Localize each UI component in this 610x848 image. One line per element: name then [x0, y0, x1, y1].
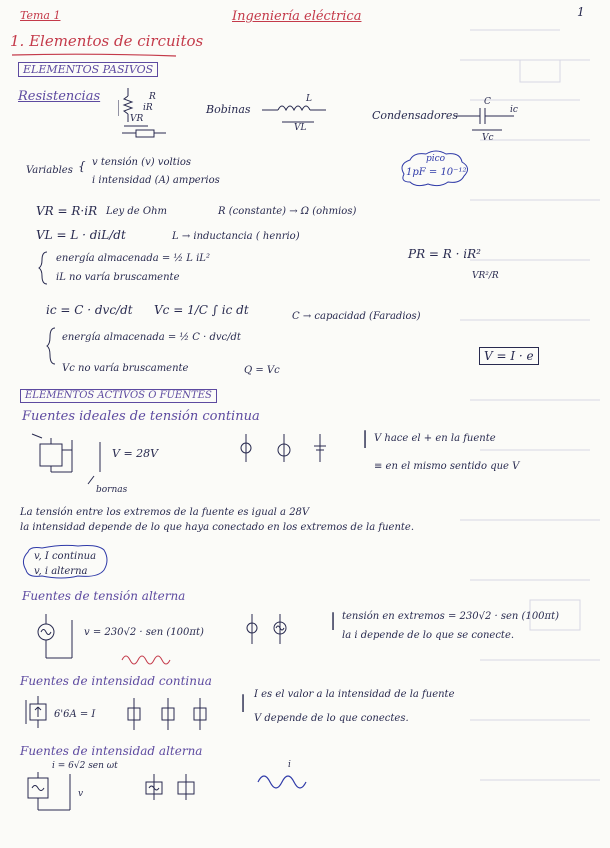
ohm-name: Ley de Ohm [106, 206, 168, 217]
ohm-resistance-note: R (constante) → Ω (ohmios) [218, 206, 357, 217]
ac-label: v, i alterna [34, 566, 88, 577]
dc-current-source-heading: Fuentes de intensidad continua [20, 674, 212, 688]
inductor-voltage-label: VL [294, 123, 307, 133]
ac-current-source-diagram [24, 770, 94, 818]
condensadores-heading: Condensadores [372, 109, 459, 122]
charge-equation: Q = Vc [244, 365, 280, 376]
dc-text-line-2: la intensidad depende de lo que haya conectado en los extremos de la fuente. [20, 522, 414, 533]
power-equation: PR = R · iR² [408, 247, 481, 261]
ac-current-formula: i = 6√2 sen ωt [52, 761, 118, 771]
current-source-symbols [124, 696, 224, 732]
capacitor-energy: energía almacenada = ½ C · dvc/dt [62, 332, 241, 343]
capacitor-current-label: ic [510, 105, 518, 115]
dc-note-2: ≡ en el mismo sentido que V [374, 461, 520, 472]
ac-current-symbols [138, 772, 208, 802]
resistor-voltage-label: VR [130, 114, 144, 124]
ac-current-v-label: v [78, 789, 84, 799]
inductor-energy: energía almacenada = ½ L iL² [56, 253, 210, 264]
ohm-equation: VR = R·iR [36, 204, 98, 218]
section-underline [10, 52, 180, 58]
power-fraction: VR²/R [472, 271, 499, 281]
ac-voltage-source-diagram [32, 612, 102, 668]
capacitor-note: Vc no varía bruscamente [62, 363, 189, 374]
inductor-note: iL no varía bruscamente [56, 272, 180, 283]
page-title: Ingeniería eléctrica [232, 9, 362, 24]
inductor-l-label: L [306, 94, 312, 104]
dc-voltage-source-diagram [28, 428, 148, 500]
resistor-current-label: iR [143, 103, 153, 113]
resistencias-heading: Resistencias [18, 89, 101, 104]
dc-notes-bar: | [362, 428, 369, 449]
source-symbol-variants [236, 432, 340, 466]
ac-notes-bar: | [330, 610, 337, 631]
v-ie-box: V = I · e [479, 347, 539, 365]
section-title: 1. Elementos de circuitos [10, 32, 204, 50]
ac-voltage-source-heading: Fuentes de tensión alterna [22, 589, 186, 603]
ac-note-2: la i depende de lo que se conecte. [342, 630, 515, 641]
inductance-note: L → inductancia ( henrio) [172, 231, 300, 242]
dc-label: v, I continua [34, 551, 97, 562]
page-number: 1 [577, 5, 585, 19]
pico-value: 1pF = 10⁻¹² [406, 167, 467, 178]
ac-current-waveform [256, 770, 310, 792]
variable-current: i intensidad (A) amperios [92, 175, 220, 186]
ac-current-source-heading: Fuentes de intensidad alterna [20, 744, 203, 758]
dc-note-1: V hace el + en la fuente [374, 433, 496, 444]
resistor-r-label: R [149, 92, 156, 102]
bobinas-heading: Bobinas [206, 103, 251, 116]
dc-current-notes-bar: | [240, 692, 247, 713]
ac-waveform-sketch [120, 652, 180, 666]
pasivos-heading: ELEMENTOS PASIVOS [18, 62, 158, 77]
bornas-label: bornas [96, 485, 128, 495]
inductor-equation: VL = L · diL/dt [36, 228, 126, 242]
topic-label: Tema 1 [20, 9, 61, 22]
ac-current-i-label: i [288, 760, 291, 770]
pico-label: pico [426, 154, 446, 164]
capacitor-equation: ic = C · dvc/dt [46, 303, 133, 317]
ac-source-symbols [244, 612, 296, 648]
capacitance-note: C → capacidad (Faradios) [292, 311, 421, 322]
dc-current-note-2: V depende de lo que conectes. [254, 713, 409, 724]
dc-voltage-value: V = 28V [112, 447, 159, 460]
variable-voltage: v tensión (v) voltios [92, 157, 192, 168]
variables-brace: { [78, 159, 86, 173]
dc-current-note-1: I es el valor a la intensidad de la fuente [254, 689, 455, 700]
variables-label: Variables [26, 165, 73, 176]
activos-heading: ELEMENTOS ACTIVOS O FUENTES [20, 389, 217, 403]
dc-current-value: 6'6A = I [54, 709, 96, 720]
capacitor-voltage-label: Vc [482, 133, 494, 143]
capacitor-c-label: C [484, 97, 491, 107]
capacitor-integral: Vc = 1/C ∫ ic dt [154, 303, 249, 317]
inductor-brace [38, 250, 50, 286]
dc-text-line-1: La tensión entre los extremos de la fuente es igual a 28V [20, 507, 310, 518]
ac-voltage-formula: v = 230√2 · sen (100πt) [84, 627, 204, 638]
dc-voltage-source-heading: Fuentes ideales de tensión continua [22, 409, 260, 424]
capacitor-brace [46, 326, 58, 368]
ac-note-1: tensión en extremos = 230√2 · sen (100πt) [342, 611, 560, 622]
